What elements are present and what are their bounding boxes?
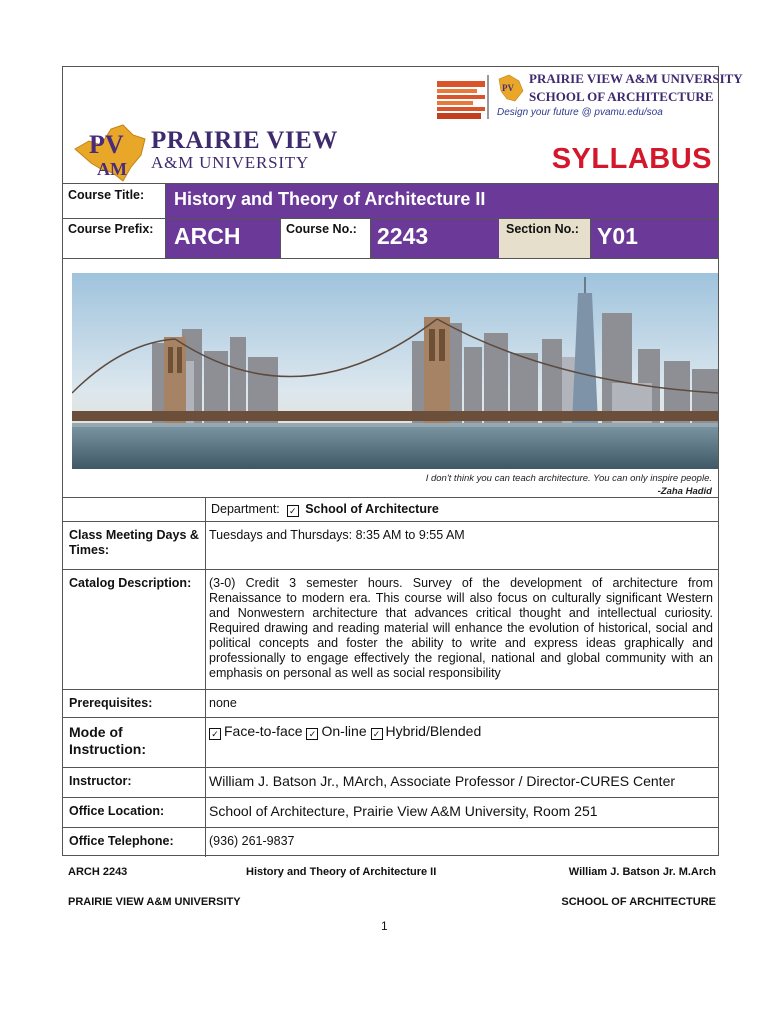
- course-title: History and Theory of Architecture II: [174, 189, 486, 209]
- syllabus-heading: SYLLABUS: [551, 143, 712, 175]
- divider: [205, 768, 206, 798]
- prereq-row: [63, 689, 718, 717]
- department-label: Department:: [211, 502, 280, 516]
- phone-row: [63, 827, 718, 856]
- course-number-cell: [371, 219, 499, 258]
- course-prefix-label: Course Prefix:: [68, 222, 154, 236]
- prereq-value: none: [209, 696, 237, 710]
- footer-instructor: William J. Batson Jr. M.Arch: [568, 866, 716, 878]
- syllabus-page: [62, 66, 743, 856]
- meeting-label: Class Meeting Days & Times:: [69, 528, 199, 557]
- quote-author: -Zaha Hadid: [657, 486, 712, 497]
- course-number-label: Course No.:: [286, 222, 357, 236]
- checkbox-checked-icon: ✓: [287, 505, 299, 517]
- university-name: PRAIRIE VIEW: [151, 127, 338, 154]
- divider: [205, 498, 206, 522]
- office-row: [63, 797, 718, 827]
- course-prefix-row: [63, 218, 718, 259]
- checkbox-checked-icon: ✓: [371, 728, 383, 740]
- divider: [205, 798, 206, 828]
- header: [63, 67, 743, 183]
- catalog-description: (3-0) Credit 3 semester hours. Survey of the development of architecture from Renaissance to modern era. This course will also focus on culturally significant Western and Nonwestern architecture that advances critical thought and intellectual curiosity. Required drawing and reading material will enhance the evolution of historical, social and political concepts and foster the ability to write and express ideas graphically and professionally to engage effectively the regional, national and global community with an emphasis on personal as well as social responsibility: [209, 576, 713, 680]
- footer-course: ARCH 2243: [68, 866, 128, 878]
- soa-tagline: Design your future @ pvamu.edu/soa: [497, 107, 663, 118]
- catalog-label: Catalog Description:: [69, 576, 192, 590]
- catalog-row: [63, 569, 718, 689]
- checkbox-checked-icon: ✓: [209, 728, 221, 740]
- divider: [370, 219, 371, 258]
- divider: [205, 828, 206, 857]
- mode-option: Face-to-face: [224, 723, 303, 739]
- prereq-label: Prerequisites:: [69, 696, 153, 710]
- course-title-label: Course Title:: [68, 188, 145, 202]
- divider: [205, 522, 206, 570]
- university-subname: A&M UNIVERSITY: [151, 153, 310, 172]
- footer-university: PRAIRIE VIEW A&M UNIVERSITY: [68, 896, 241, 908]
- divider: [205, 718, 206, 768]
- mode-label: Mode of Instruction:: [69, 724, 146, 757]
- mode-row: [63, 717, 718, 767]
- soa-school-name: SCHOOL OF ARCHITECTURE: [529, 89, 714, 104]
- mode-option: On-line: [321, 723, 367, 739]
- meeting-row: [63, 521, 718, 569]
- instructor-label: Instructor:: [69, 774, 132, 788]
- meeting-value: Tuesdays and Thursdays: 8:35 AM to 9:55 AM: [209, 528, 465, 542]
- phone-label: Office Telephone:: [69, 834, 174, 848]
- svg-text:AM: AM: [97, 159, 127, 179]
- course-title-cell: [166, 184, 718, 219]
- section-number: Y01: [597, 223, 638, 249]
- mode-option: Hybrid/Blended: [385, 723, 482, 739]
- divider: [205, 690, 206, 718]
- course-title-row: [63, 183, 718, 218]
- quote-text: I don't think you can teach architecture. You can only inspire people.: [425, 473, 712, 484]
- course-prefix: ARCH: [174, 223, 241, 249]
- instructor-row: [63, 767, 718, 797]
- department-value: School of Architecture: [305, 502, 439, 516]
- course-number: 2243: [377, 223, 429, 249]
- divider: [205, 570, 206, 690]
- checkbox-checked-icon: ✓: [306, 728, 318, 740]
- instructor-value: William J. Batson Jr., MArch, Associate Professor / Director-CURES Center: [209, 773, 676, 789]
- footer-course-title: History and Theory of Architecture II: [246, 866, 437, 878]
- section-label: Section No.:: [506, 222, 579, 236]
- office-label: Office Location:: [69, 804, 165, 818]
- soa-university-name: PRAIRIE VIEW A&M UNIVERSITY: [529, 71, 743, 86]
- department-row: [63, 497, 718, 521]
- mode-options: [209, 724, 713, 739]
- svg-text:PV: PV: [502, 83, 514, 93]
- divider: [165, 219, 166, 258]
- divider: [590, 219, 591, 258]
- page-number: 1: [381, 919, 388, 933]
- divider: [165, 184, 166, 219]
- office-value: School of Architecture, Prairie View A&M University, Room 251: [209, 803, 598, 819]
- footer-school: SCHOOL OF ARCHITECTURE: [561, 896, 716, 908]
- course-prefix-cell: [166, 219, 280, 258]
- brooklyn-bridge-photo: [72, 273, 718, 469]
- section-cell: [591, 219, 718, 258]
- divider: [280, 219, 281, 258]
- department: [211, 502, 439, 516]
- svg-text:PV: PV: [89, 130, 124, 159]
- phone-value: (936) 261-9837: [209, 834, 295, 848]
